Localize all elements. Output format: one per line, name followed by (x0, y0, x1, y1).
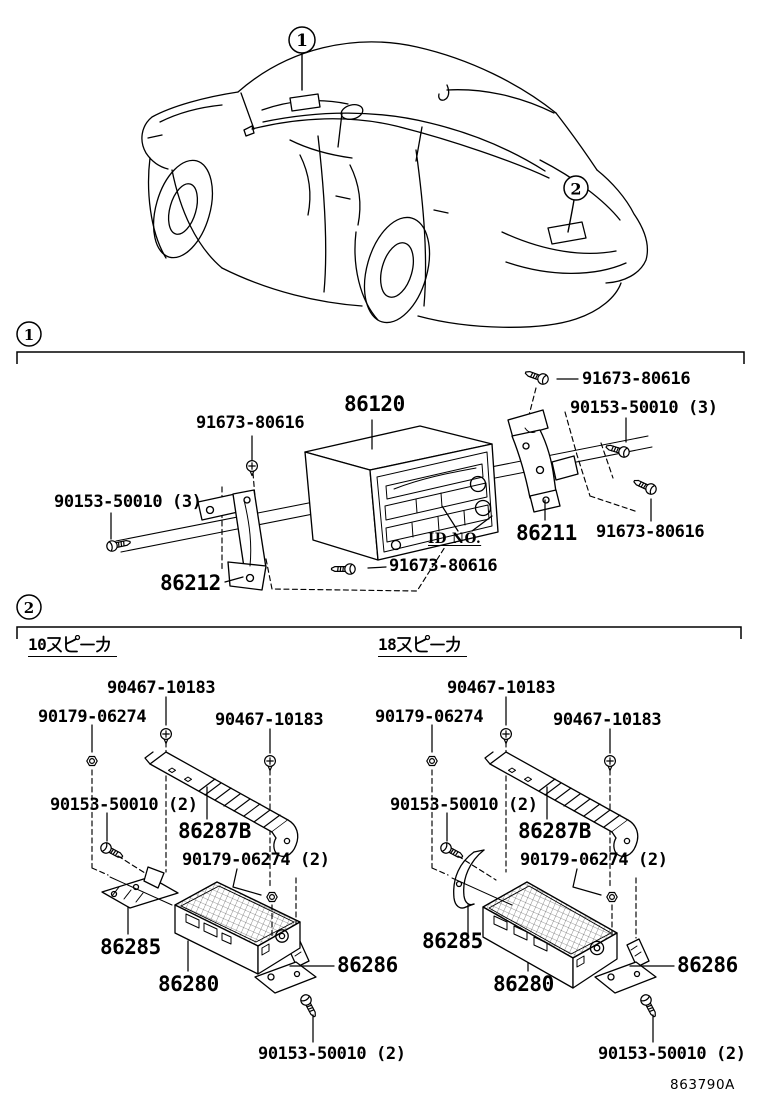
door-mirror (244, 126, 254, 136)
figure-code: 863790A (670, 1077, 735, 1093)
part-label-screw-top-18spk: 90467-10183 (447, 678, 556, 698)
part-label-screw-right: 90153-50010 (3) (570, 398, 718, 418)
part-label-bolt-lower-right: 91673-80616 (596, 522, 705, 542)
bracket-86211 (508, 410, 578, 512)
part-label-86285-18spk: 86285 (422, 929, 483, 953)
part-label-nut-left-18spk: 90179-06274 (375, 707, 484, 727)
part-label-screw-right-18spk: 90467-10183 (553, 710, 662, 730)
part-label-bolt-left-18spk: 90153-50010 (2) (390, 795, 538, 815)
trunk-amplifier-location (548, 222, 586, 244)
variant-title-prefix: 18 (378, 635, 397, 654)
screw-icon (332, 564, 356, 574)
part-label-bolt-upper-left: 91673-80616 (196, 413, 305, 433)
part-label-86280-10spk: 86280 (158, 972, 219, 996)
variant-title-10-speaker (28, 635, 117, 657)
part-label-nuts-pair-10spk: 90179-06274 (2) (182, 850, 330, 870)
screw-icon (524, 368, 550, 386)
screw-icon (247, 461, 258, 476)
section2-marker: 2 (23, 599, 35, 617)
part-label-nuts-pair-18spk: 90179-06274 (2) (520, 850, 668, 870)
amplifier-86280 (175, 882, 300, 974)
car-callout-1-number: 1 (296, 31, 308, 51)
variant-title-18-speaker (378, 635, 467, 657)
part-label-bolt-bottom-18spk: 90153-50010 (2) (598, 1044, 746, 1064)
variant-title-prefix: 10 (28, 635, 47, 654)
part-label-screw-right-10spk: 90467-10183 (215, 710, 324, 730)
speaker-kana-text (47, 635, 113, 653)
dash-radio-location (290, 94, 320, 111)
part-label-screw-left: 90153-50010 (3) (54, 492, 202, 512)
part-label-bolt-bottom-10spk: 90153-50010 (2) (258, 1044, 406, 1064)
part-label-86287b-10spk: 86287B (178, 819, 251, 843)
bracket-86285 (454, 850, 484, 908)
part-label-86287b-18spk: 86287B (518, 819, 591, 843)
screw-icon (632, 476, 658, 495)
part-label-nut-left-10spk: 90179-06274 (38, 707, 147, 727)
part-label-bracket-86211: 86211 (516, 521, 577, 545)
part-label-bolt-left-10spk: 90153-50010 (2) (50, 795, 198, 815)
screw-icon (106, 537, 131, 552)
speaker-kana-text (397, 635, 463, 653)
section1-marker: 1 (23, 326, 35, 344)
part-label-86280-18spk: 86280 (493, 972, 554, 996)
car-callout-2-number: 2 (570, 179, 582, 199)
part-label-86286-10spk: 86286 (337, 953, 398, 977)
id-no-label: ID NO. (428, 531, 482, 547)
bracket-86285 (102, 867, 178, 908)
part-label-radio-86120: 86120 (344, 392, 405, 416)
part-label-bolt-lower-center: 91673-80616 (389, 556, 498, 576)
car-drawing (142, 27, 647, 330)
section1-rule (17, 322, 744, 364)
part-label-bolt-upper-right: 91673-80616 (582, 369, 691, 389)
part-label-bracket-86212: 86212 (160, 571, 221, 595)
part-label-screw-top-10spk: 90467-10183 (107, 678, 216, 698)
part-label-86285-10spk: 86285 (100, 935, 161, 959)
section2-rule (17, 595, 741, 639)
part-label-86286-18spk: 86286 (677, 953, 738, 977)
rear-wheel (353, 210, 440, 330)
